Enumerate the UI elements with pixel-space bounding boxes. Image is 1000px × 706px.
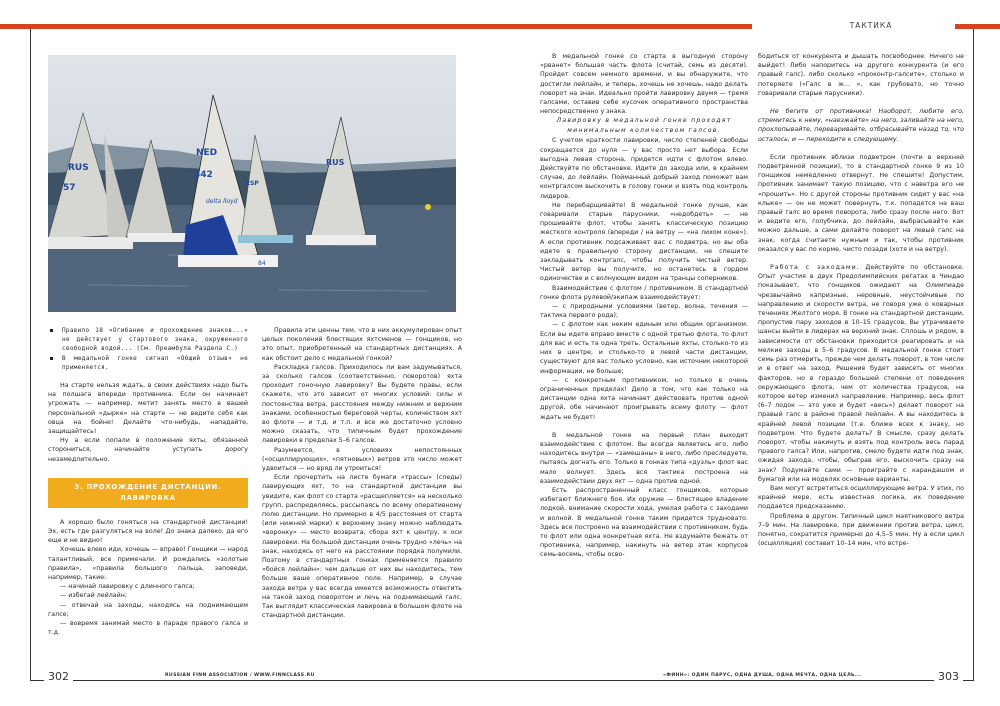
paragraph: С учетом краткости лавировки, число степеней свободы сокращается до нуля — у вас просто нет выбора. Если выгодна левая сторона, придется идти с флотом влево. Действуйте по обстановке. Идите до захода или, в крайнем случае, до лейлайн. Пойманный добрый заход поможет вам контргалсом выскочить в голову гонки и взять под контроль лидеров.	[540, 137, 748, 200]
footer-rule-right	[500, 680, 974, 681]
right-frame-line	[973, 29, 974, 681]
sailboats-illustration	[48, 55, 456, 312]
paragraph: Взаимодействие с флотом / противником. В стандартной гонке флота рулевой/экипаж взаимодействует:	[540, 284, 748, 301]
header-bar-right	[955, 24, 1000, 29]
paragraph: Хочешь влево иди, хочешь — вправо! Гонщики — народ талантливый, все примечали. И рождались «золотые правила», «правила большого пальца, заповеди, например, такие:	[48, 546, 248, 582]
paragraph: Вам могут встретиться осциллирующие ветра. У этих, по крайней мере, есть известная логика, их поведение поддается предсказанию.	[758, 484, 964, 511]
svg-text:84: 84	[258, 260, 266, 267]
left-frame-line	[30, 29, 31, 681]
paragraph: Есть распространенный класс гонщиков, которые избегают ближнего боя. Их оружие — блестящее владение лодкой, внимание скорости хода, умелая работа с заходами и волной. В медальной гонке таким придется трудновато. Здесь все построено на взаимодействии с противником, будь то флот или одна конкретная яхта. Не вздумайте бежать от противника, например, накинуть на ветер этак корпусов семь-восемь, чтобы осво-	[540, 486, 748, 559]
paragraph: В медальной гонке на первый план выходит взаимодействие с флотом. Вы всегда являетесь его, либо находитесь внутри — «замешаны» в него, либо преследуете, пытаясь догнать его. Только в гонках типа «дуэль» флот вас мало волнует. Здесь вся тактика построена на взаимодействии двух яхт — одна против одной.	[540, 431, 748, 485]
svg-text:RUS: RUS	[68, 163, 89, 173]
footer-left-text: RUSSIAN FINN ASSOCIATION / WWW.FINNCLASS.RU	[160, 673, 320, 678]
paragraph: Правила эти ценны тем, что в них аккумулирован опыт целых поколений блестящих яхтсменов — гонщиков, но это опыт, приобретенный на стандартных дистанциях. А как обстоит дело с медальной гонкой?	[262, 327, 462, 362]
svg-text:842: 842	[194, 170, 213, 180]
list-dash-item: — вовремя занимай место в параде правого галса и т.д.	[48, 620, 248, 637]
subheading: Работа с заходами.	[770, 264, 860, 272]
list-dash-item: — начинай лавировку с длинного галса;	[60, 583, 195, 591]
list-dash-item: — отвечай на заходы, находясь на поднимающем галсе;	[48, 601, 248, 618]
rules-bullet-list	[48, 326, 248, 372]
paragraph: Раскладка галсов. Приходилось ли вам задумываться, за сколько галсов (соответственно, поворотов) яхта проходит гоночную лавировку? Вы будете правы, если скажете, что это зависит от многих условий: силы и постоянства ветра, расстояния между нижним и верхним знаками, особенностью береговой черты, количеством яхт во флоте — и т.д. и т.п. и все же достаточно условно можно сказать, что типичным будет прохождение лавировки в пределах 5–6 галсов.	[262, 363, 462, 445]
paragraph: На старте нельзя ждать, в своих действиях надо быть на полшага впереди противника. Если он начинает угрожать — например, метит занять место в вашей персональной «дырке» на старте — не ведите себя как овца на бойне! Делайте что-нибудь, нападайте, защищайтесь!	[48, 382, 248, 436]
list-dash-item: — с природными условиями (ветер, волна, течения — тактика первого рода);	[540, 303, 748, 320]
race-buoy	[425, 204, 431, 210]
paragraph: А хорошо было гоняться на стандартной дистанции! Эх, есть где разгуляться на воле! До знака далеко, да его еще и не видно!	[48, 518, 248, 545]
svg-text:delta lloyd: delta lloyd	[206, 198, 238, 205]
section-title: ТАКТИКА	[849, 21, 893, 30]
paragraph: Разумеется, в условиях непостоянных («осциллирующих», «пятновых») ветров это число может удвоиться — но вряд ли утроиться!	[262, 446, 462, 473]
section-heading: 3. ПРОХОЖДЕНИЕ ДИСТАНЦИИ. ЛАВИРОВКА	[48, 478, 248, 508]
svg-text:57: 57	[63, 183, 76, 193]
list-dash-item: — с конкретным противником, но только в очень ограниченных пределах! Дело в том, что как только на дистанции одна яхта начинает действовать против одной другой, обе начинают проигрывать всему флоту — флот ждать не будет!	[540, 376, 748, 421]
bullet-item: Правило 18 «Огибание и прохождение знаков...» не действует у стартового знака, окруженного свободной водой... (См. Преамбула Раздела С.)	[62, 327, 248, 352]
paragraph: Действуйте по обстановке. Опыт участия в двух Предолимпийских регатах в Чиндао показывает, что гонщиков ожидают на Олимпиаде чрезвычайно капризные, неровные, неустойчивые по направлению и скорости ветра, не говоря уже о коварных течениях Желтого моря. В гонке на стандартной дистанции, пропустив пару заходов в 10–15 градусов, Вы утрачиваете шансы выйти в лидерах на верхний знак. Сплошь и рядом, в зависимости от обстановки приходится реагировать и на мелкие заходы в 5–6 градусов. В медальной гонке стоит семь раз отмерить, прежде чем делать поворот, в том числе и в ответ на заход. Решение будет зависеть от многих факторов, но в гораздо большей степени от поведения окружающего флота, чем от количества градусов, на которое ветер изменил направление. Например, весь флот (6–7 лодок — это уже и будет «весь») делает поворот на правый галс в районе правой лейлайн. А вы находитесь в крайней левой позиции (т.е. ближе всех к знаку, но подветром. Что будете делать? В смысле, сразу делать поворот, чтобы накинуть и взять под контроль весь парад правого галса? Или, напротив, смело будете идти под знак, ожидая захода, чтобы, обыграв его, выскочить сразу на знак? Подумайте сами — проиграйте с карандашом и бумагой или на моделях основные варианты.	[758, 264, 964, 483]
left-page-column-1	[48, 326, 248, 637]
left-page-number: 302	[44, 670, 73, 683]
svg-text:RUS: RUS	[326, 158, 345, 167]
pull-quote: Лавировку в медальной гонке проходят минимальным количеством галсов.	[556, 117, 732, 135]
paragraph: В медальной гонке со старта в выгодную сторону «рванет» большая часть флота (считай, семь из десяти). Пройдет совсем немного времени, и вы обнаружите, что достигли лейлайн, и теперь, хочешь не хочешь, надо делать поворот на знак. Идеально пройти лавировку двумя — тремя галсами, оставив себе кусочек оперативного пространства непосредственно у знака.	[540, 53, 748, 116]
svg-text:NED: NED	[196, 148, 218, 158]
right-page-column-2	[758, 52, 964, 548]
regatta-photo	[48, 55, 456, 312]
paragraph: бодиться от конкурента и дышать посвободнее. Ничего не выйдет! Либо напоритесь на другого конкурента (и его правый галс), либо сколько «проконтр-галсите», столько и потеряете («Галс в ж... », как грубовато, но точно говаривали старые парусники).	[758, 53, 964, 97]
header-bar-left	[0, 24, 752, 29]
italic-callout: Не бегите от противника! Наоборот, любите его, стремитесь к нему, «наезжайте» на него, заливайте на него, прохлопывайте, переваривайте, отбрасывайте назад то, что осталось, и — переходите к следующему.	[758, 108, 964, 143]
left-page-column-2	[262, 326, 462, 621]
list-dash-item: — избегай лейлайн;	[60, 592, 127, 600]
paragraph: Не перебарщивайте! В медальной гонке лучше, как говаривали старые парусники, «недобдеть» — не прошивайте флот, чтобы занять классическую позицию жесткого контроля (впереди / на ветру — «на лихом коне»). А если противник подсаживает вас с подветра, но вы оба идете в правильную сторону дистанции, не спешите закладывать контргалс, чтобы получить чистый ветер. Чистый ветер вы получите, но останетесь в гордом одиночестве и с волнующим видом на транцы соперников.	[540, 201, 748, 283]
right-page-number: 303	[934, 670, 963, 683]
paragraph: Если прочертить на листе бумаги «трассы» (следы) лавирующих яхт, то на стандартной дистанции вы увидите, как флот со старта «расщепляется» на несколько групп, распределяясь, рассыпаясь по всему оперативному полю дистанции. Но примерно в 4/5 расстояния от старта (или нижней марки) к верхнему знаку можно наблюдать «воронку» — место возврата, сбора яхт к центру, к оси лавировки. На большой дистанции очень трудно «лечь» на знак, находясь от него на расстоянии порядка полумили. Поэтому в стандартных гонках применяется правило «бойся лейлайн»: чем дальше от них вы находитесь, тем больше ваше оперативное поле. Например, в случае захода ветра у вас всегда имеется возможность ответить на такой заход поворотом и лечь на поднимающий галс. Так выглядит классическая лавировка в большом флоте на стандартной дистанции.	[262, 474, 462, 620]
paragraph: Проблема в другом. Типичный цикл маятникового ветра 7–9 мин. На лавировке, при движении против ветра, цикл, понятно, сократится примерно до 4,5–5 мин. Ну а если цикл (осцилляция) составит 10–14 мин, что встре-	[758, 512, 964, 548]
footer-right-text: «ФИНН»: ОДИН ПАРУС, ОДНА ДУША, ОДНА МЕЧТА, ОДНА ЦЕЛЬ...	[658, 673, 866, 678]
svg-text:ESP: ESP	[246, 180, 259, 187]
bullet-item: В медальной гонке сигнал «Общий отзыв» не применяется.	[62, 355, 248, 371]
list-dash-item: — с флотом как неким единым или общим организмом. Если вы идете вправо вместе с одной третью флота, то флот для вас и есть та одна треть. Остальные яхты, столько-то из них в центре, и столько-то в левой части дистанции, существуют для вас только условно, как источник некоторой информации, не больше;	[540, 321, 748, 375]
right-page-column-1	[540, 52, 748, 560]
paragraph: Если противник вблизи подветром (почти в верхней подветренной позиции), то в стандартной гонке 9 из 10 гонщиков немедленно отвернут. Не спешите! Допустим, противник занимает такую позицию, что с наветра его не «прошить». Но с другой стороны противник сидит у вас «на клыке» — он не может повернуть, т.к. попадется на ваш правый галс во время поворота, либо сразу после него. Вот и ведите его, голубчика, до лейлайн, выбрасывайте как можно дальше, а сами делайте поворот на левый галс на знак, когда считаете нужным и так, чтобы противник оказался у вас по корме, чисто позади (хотя и на ветру).	[758, 153, 964, 253]
footer-rule-left	[30, 680, 500, 681]
paragraph: Ну а если попали в положение яхты, обязанной сторониться, начинайте уступать дорогу незамедлительно.	[48, 437, 248, 463]
